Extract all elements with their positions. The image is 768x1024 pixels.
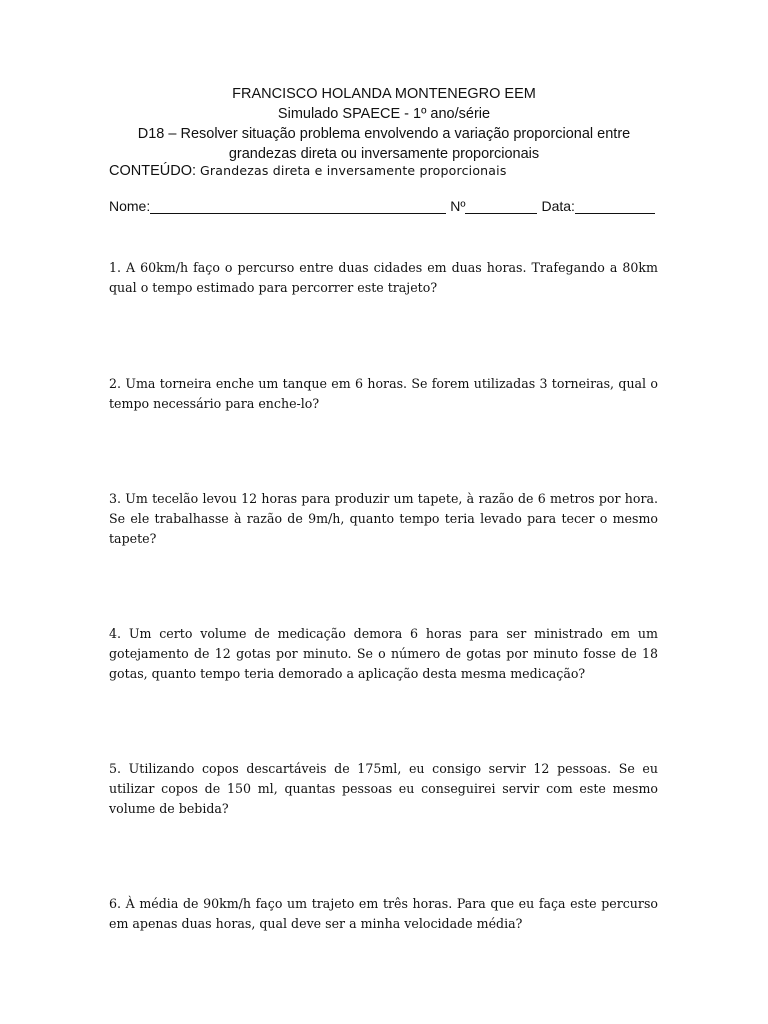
name-label: Nome:	[109, 198, 151, 214]
content-line	[109, 163, 507, 179]
question-3: 3. Um tecelão levou 12 horas para produzir um tapete, à razão de 6 metros por hora. Se ele trabalhasse à razão de 9m/h, quanto tempo teria levado para tecer o mesmo tapete?	[109, 491, 658, 546]
date-label: Data:	[541, 198, 575, 214]
descriptor-line-2: grandezas direta ou inversamente proporcionais	[228, 146, 540, 162]
question-2: 2. Uma torneira enche um tanque em 6 horas. Se forem utilizadas 3 torneiras, qual o tempo necessário para enche-lo?	[109, 376, 658, 411]
question-6: 6. À média de 90km/h faço um trajeto em três horas. Para que eu faça este percurso em apenas duas horas, qual deve ser a minha velocidade média?	[109, 896, 658, 931]
number-label: Nº	[450, 198, 466, 214]
number-blank[interactable]	[465, 199, 537, 214]
exam-title: Simulado SPAECE - 1º ano/série	[277, 106, 491, 122]
name-blank[interactable]	[150, 199, 446, 214]
question-4: 4. Um certo volume de medicação demora 6 horas para ser ministrado em um gotejamento de 12 gotas por minuto. Se o número de gotas por minuto fosse de 18 gotas, quanto tempo teria demorado a aplicação desta mesma medicação?	[109, 626, 658, 681]
question-5: 5. Utilizando copos descartáveis de 175ml, eu consigo servir 12 pessoas. Se eu utilizar copos de 150 ml, quantas pessoas eu conseguirei servir com este mesmo volume de bebida?	[109, 761, 658, 816]
content-label: CONTEÚDO:	[109, 163, 196, 179]
school-name: FRANCISCO HOLANDA MONTENEGRO EEM	[232, 86, 536, 102]
question-1: 1. A 60km/h faço o percurso entre duas cidades em duas horas. Trafegando a 80km qual o tempo estimado para percorrer este trajeto?	[109, 260, 658, 295]
descriptor-line-1: D18 – Resolver situação problema envolvendo a variação proporcional entre	[137, 126, 631, 142]
student-fields	[109, 198, 657, 214]
date-blank[interactable]	[575, 199, 655, 214]
content-value: Grandezas direta e inversamente proporcionais	[200, 163, 507, 178]
worksheet-header	[100, 84, 668, 164]
